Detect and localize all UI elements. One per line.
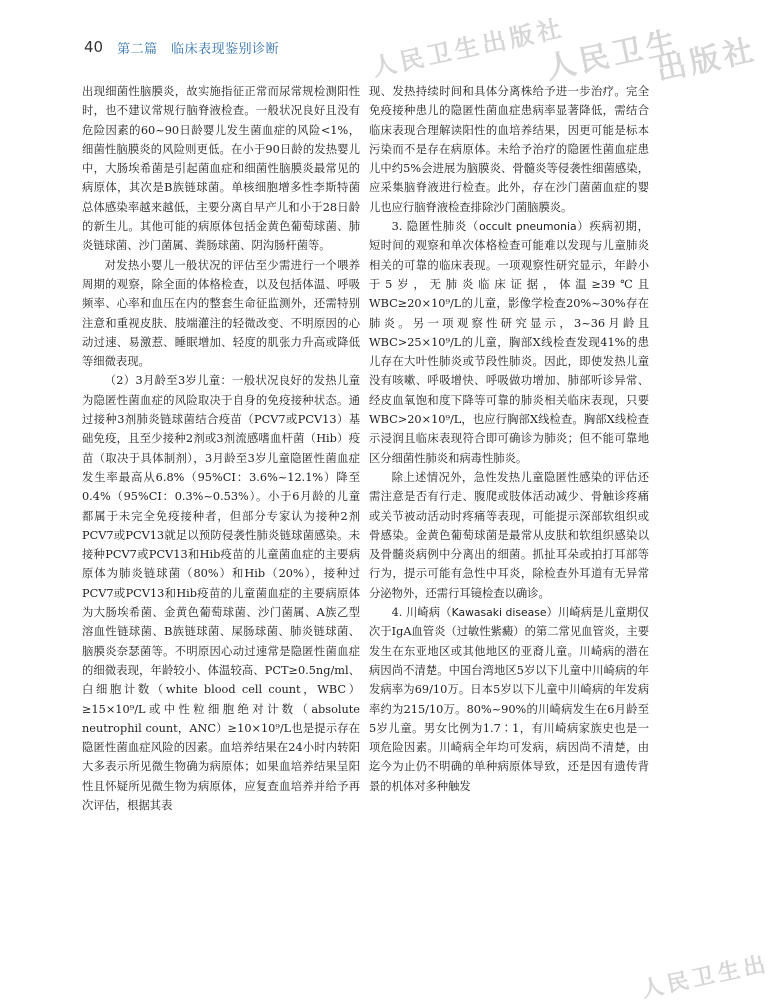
watermark: 人民卫生 (542, 24, 683, 87)
section-heading-suffix: ） (546, 606, 559, 620)
page-header (84, 36, 279, 58)
right-column (369, 82, 649, 796)
paragraph: 现、发热持续时间和具体分离株给予进一步治疗。完全免疫接种患儿的隐匿性菌血症患病率显著降低，需结合临床表现合理解读阳性的血培养结果，因更可能是标本污染而不是存在病原体。未给予治疗的隐匿性菌血症患儿中约5%会进展为脑膜炎、骨髓炎等侵袭性细菌感染，应采集脑脊液进行检查。此外，存在沙门菌菌血症的婴儿也应行脑脊液检查排除沙门菌脑膜炎。 (369, 85, 649, 214)
paragraph: 除上述情况外，急性发热儿童隐匿性感染的评估还需注意是否有行走、腹爬或肢体活动减少、骨触诊疼痛或关节被动活动时疼痛等表现，可能提示深部软组织或骨感染。金黄色葡萄球菌是最常从皮肤和软组织感染以及骨髓炎病例中分离出的细菌。抓扯耳朵或拍打耳部等行为，提示可能有急性中耳炎，除检查外耳道有无异常分泌物外，还需行耳镜检查以确诊。 (369, 470, 649, 600)
section-heading-en: occult pneumonia (479, 220, 577, 234)
paragraph: 出现细菌性脑膜炎，故实施指征正常而尿常规检测阳性时，也不建议常规行脑脊液检查。一般状况良好且没有危险因素的60~90日龄婴儿发生菌血症的风险<1%，细菌性脑膜炎的风险则更低。在小于90日龄的发热婴儿中，大肠埃希菌是引起菌血症和细菌性脑膜炎最常见的病原体，其次是B族链球菌。单核细胞增多性李斯特菌总体感染率越来越低，主要分离自早产儿和小于28日龄的新生儿。其他可能的病原体包括金黄色葡萄球菌、肺炎链球菌、沙门菌属、粪肠球菌、阴沟肠杆菌等。 (82, 85, 360, 253)
section-title: 第二篇 临床表现鉴别诊断 (117, 41, 280, 57)
section-heading-suffix: ） (576, 220, 590, 234)
paragraph: 对发热小婴儿一般状况的评估至少需进行一个喂养周期的观察，除全面的体格检查，以及包括体温、呼吸频率、心率和血压在内的整套生命征监测外，还需特别注意和重视皮肤、肢端灌注的轻微改变、不明原因的心动过速、易激惹、睡眠增加、轻度的肌张力升高或降低等细微表现。 (82, 258, 360, 369)
left-column (82, 82, 360, 815)
paragraph-occult-pneumonia (369, 217, 649, 468)
section-heading: 3. 隐匿性肺炎（ (391, 220, 480, 234)
section-heading: 4. 川崎病（ (391, 606, 452, 620)
paragraph-body: 疾病初期，短时间的观察和单次体格检查可能难以发现与儿童肺炎相关的可靠的临床表现。一项观察性研究显示，年龄小于5岁，无肺炎临床证据，体温≥39℃且WBC≥20×10⁹/L的儿童，影像学检查20%~30%存在肺炎。另一项观察性研究显示，3~36月龄且WBC>25×10⁹/L的儿童，胸部X线检查发现41%的患儿存在大叶性肺炎或节段性肺炎。因此，即使发热儿童没有咳嗽、呼吸增快、呼吸做功增加、肺部听诊异常、经皮血氧饱和度下降等可靠的肺炎相关临床表现，只要WBC>20×10⁹/L，也应行胸部X线检查。胸部X线检查示浸润且临床表现符合即可确诊为肺炎；但不能可靠地区分细菌性肺炎和病毒性肺炎。 (369, 220, 649, 465)
page-number: 40 (84, 38, 104, 56)
watermark: 人民卫生出版社 (369, 12, 568, 83)
watermark: 出版社 (653, 32, 761, 89)
paragraph: （2）3月龄至3岁儿童：一般状况良好的发热儿童为隐匿性菌血症的风险取决于自身的免疫接种状态。通过接种3剂肺炎链球菌结合疫苗（PCV7或PCV13）基础免疫，且至少接种2剂或3剂流感嗜血杆菌（Hib）疫苗（取决于具体制剂），3月龄至3岁儿童隐匿性菌血症发生率最高从6.8%（95%CI：3.6%~12.1%）降至0.4%（95%CI：0.3%~0.53%）。小于6月龄的儿童都属于未完全免疫接种者，但部分专家认为接种2剂PCV7或PCV13就足以预防侵袭性肺炎链球菌感染。未接种PCV7或PCV13和Hib疫苗的儿童菌血症的主要病原体为肺炎链球菌（80%）和Hib（20%），接种过PCV7或PCV13和Hib疫苗的儿童菌血症的主要病原体为大肠埃希菌、金黄色葡萄球菌、沙门菌属、A族乙型溶血性链球菌、B族链球菌、屎肠球菌、肺炎链球菌、脑膜炎奈瑟菌等。不明原因心动过速常是隐匿性菌血症的细微表现，年龄较小、体温较高、PCT≥0.5ng/ml、白细胞计数（white blood cell count，WBC）≥15×10⁹/L或中性粒细胞绝对计数（absolute neutrophil count，ANC）≥10×10⁹/L也是提示存在隐匿性菌血症风险的因素。血培养结果在24小时内转阳大多表示所见微生物确为病原体；如果血培养结果呈阳性且怀疑所见微生物为病原体，应复查血培养并给予再次评估，根据其表 (82, 374, 360, 812)
paragraph-kawasaki (369, 603, 649, 796)
watermark: 人民卫生出 (639, 950, 772, 1004)
section-heading-en: Kawasaki disease (451, 606, 547, 620)
paragraph-body: 川崎病是儿童期仅次于IgA血管炎（过敏性紫癜）的第二常见血管炎，主要发生在东亚地区或其他地区的亚裔儿童。川崎病的潜在病因尚不清楚。中国台湾地区5岁以下儿童中川崎病的年发病率为69/10万。日本5岁以下儿童中川崎病的年发病率约为215/10万。80%~90%的川崎病发生在6月龄至5岁儿童。男女比例为1.7∶1，有川崎病家族史也是一项危险因素。川崎病全年均可发病，病因尚不清楚，由迄今为止仍不明确的单种病原体导致，还是因有遗传背景的机体对多种触发 (369, 606, 649, 793)
